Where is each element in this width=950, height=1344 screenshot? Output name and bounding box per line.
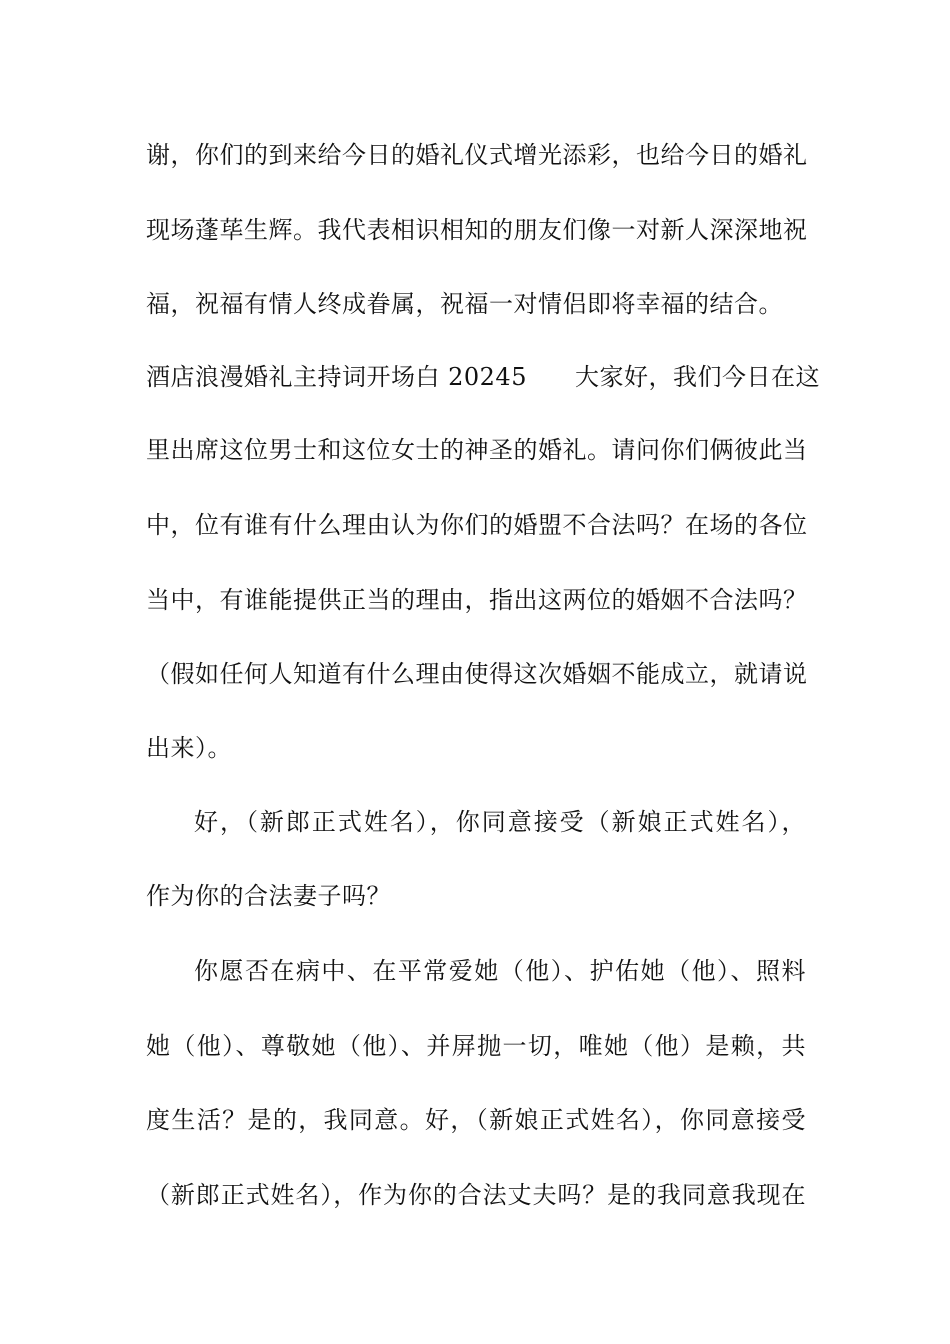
body-text-line: 作为你的合法妻子吗？ [146,882,391,910]
body-text-line: 度生活？是的，我同意。好，（新娘正式姓名），你同意接受 [146,1106,806,1134]
body-text-line: （假如任何人知道有什么理由使得这次婚姻不能成立，就请说 [146,660,808,688]
body-text-line: 好，（新郎正式姓名），你同意接受（新娘正式姓名）， [194,808,806,836]
body-text-line: （新郎正式姓名），作为你的合法丈夫吗？是的我同意我现在 [146,1181,806,1209]
section-heading-title: 酒店浪漫婚礼主持词开场白 20245 [146,363,527,391]
body-text-line: 出来）。 [146,734,232,762]
body-text-line: 里出席这位男士和这位女士的神圣的婚礼。请问你们俩彼此当 [146,436,808,464]
body-text-line: 你愿否在病中、在平常爱她（他）、护佑她（他）、照料 [194,957,806,985]
body-text-line: 中，位有谁有什么理由认为你们的婚盟不合法吗？在场的各位 [146,511,808,539]
section-heading-continuation: 大家好，我们今日在这 [574,363,820,391]
section-heading-line [146,357,820,397]
body-text-line: 谢，你们的到来给今日的婚礼仪式增光添彩，也给今日的婚礼 [146,141,808,169]
body-text-line: 福，祝福有情人终成眷属，祝福一对情侣即将幸福的结合。 [146,290,783,318]
body-text-line: 当中，有谁能提供正当的理由，指出这两位的婚姻不合法吗？ [146,586,808,614]
body-text-line: 她（他）、尊敬她（他）、并屏抛一切，唯她（他）是赖，共 [146,1032,806,1060]
body-text-line: 现场蓬荜生辉。我代表相识相知的朋友们像一对新人深深地祝 [146,216,808,244]
